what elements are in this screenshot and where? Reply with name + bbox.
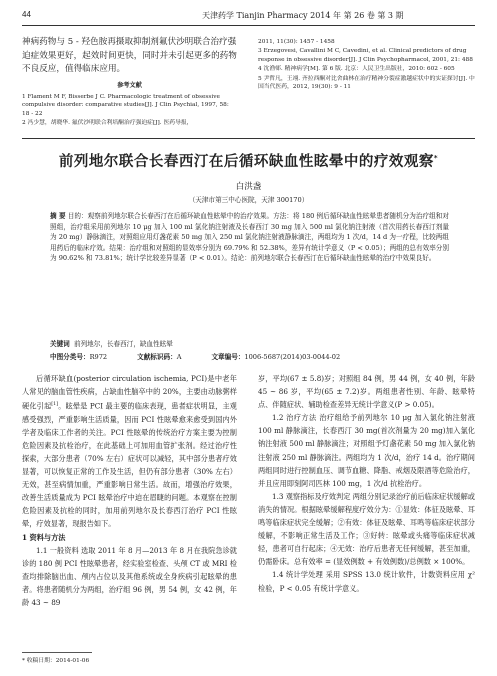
reference-item: 2011, 11(30): 1457 - 1458 [258, 39, 335, 45]
keywords-label: 关键词 [50, 340, 70, 348]
reference-item: 3 Erzegovesi, Cavallini M C, Cavedini, et al. Clinical predictors of drug response in obsessive disorder[J]. J Clin Psychopharmacol, 2001, 21: 488 [258, 48, 473, 63]
doc-code-label: 文献标识码： [137, 353, 177, 361]
section-rule [22, 138, 475, 139]
body-paragraph: 1.3 观察指标及疗效判定 两组分别记录治疗前后临床症状缓解或消失的情况。根据眩晕缓解程度疗效分为：①显效：体征及眩晕、耳鸣等临床症状完全缓解；②有效：体征及眩晕、耳鸣等临床症状部分缓解，不影响正常生活及工作；③好转：眩晕或头痛等临床症状减轻，患者可自行起床；④无效：治疗后患者无任何缓解，甚至加重，仍需卧床。总有效率 = (显效例数 + 有效例数)/总例数 × 100%。 [258, 491, 475, 567]
section-heading: 1 资料与方法 [22, 532, 66, 542]
abstract [50, 211, 449, 264]
top-left-column [22, 36, 237, 128]
top-right-column [258, 38, 475, 92]
header-rule [22, 25, 475, 26]
clc-code: R972 [89, 353, 108, 361]
abstract-label: 摘 要 [50, 212, 66, 220]
article-title: 前列地尔联合长春西汀在后循环缺血性眩晕中的疗效观察* [58, 154, 439, 170]
title-footnote-mark: * [433, 154, 439, 163]
article-author: 白洪盏 [235, 182, 262, 192]
body-paragraph: 1.4 统计学处理 采用 SPSS 13.0 统计软件，计数资料应用 χ² 检验，P < 0.05 有统计学意义。 [258, 570, 475, 593]
intro-paragraph: 后循环缺血(posterior circulation ischemia, PCI)是中老年人常见的脑血管性疾病，占缺血性脑卒中的 20%，主要由动脉粥样硬化引起[1]。眩晕是 PCI 最主要的临床表现，患者症状明显，主观感受强烈，严重影响生活质量，因而 PCI 性眩晕愈来愈受到国内外学者及临床工作者的关注。PCI 性眩晕的传统治疗方案主要为控制危险因素及抗栓治疗，在此基础上可加用血管扩张剂。经过治疗性探索，大部分患者（70% 左右）症状可以减轻，其中部分患者疗效显著，可以恢复正常的工作及生活，但仍有部分患者（30% 左右）无效，甚至病情加重，严重影响日常生活。故而，增强治疗效果，改善生活质量成为 PCI 眩晕治疗中迫在眉睫的问题。本观察在控制危险因素及抗栓的同时，加用前列地尔及长春西汀治疗 PCI 性眩晕，疗效显著，现报告如下。 [22, 374, 237, 529]
classification-line [50, 351, 449, 361]
body-paragraph: 岁，平均(67 ± 5.8)岁；对照组 84 例，男 44 例，女 40 例，年龄 45 ~ 86 岁，平均(65 ± 7.2)岁。两组患者性别、年龄、眩晕特点、伴随症状、辅助检查差异无统计学意义(P > 0.05)。 [258, 374, 475, 410]
reference-item: 1 Flament M F, Bisserbe J C. Pharmacologic treatment of obsessive compulsive disorder: comparative studies[J]. J Clin Psychial, 1997, 58: 18 - 22 [22, 93, 229, 117]
body-paragraph: 1.2 治疗方法 治疗组给予前列地尔 10 μg 加入氯化钠注射液 100 ml 静脉滴注，长春西汀 30 mg(首次剂量为 20 mg)加入氯化钠注射液 500 ml 静脉滴注；对照组予灯盏花素 50 mg 加入氯化钠注射液 250 ml 静脉滴注。两组均为 1 次/d，治疗 14 d。治疗期间两组同时进行控制血压、调节血糖、降脂、戒烟及限酒等危险治疗，并且应用即刻阿司匹林 100 mg，1 次/d 抗栓治疗。 [258, 413, 475, 488]
keywords-text: 前列地尔，长春西汀，缺血性眩晕 [73, 340, 173, 348]
clc-label: 中图分类号： [50, 353, 90, 361]
author-affiliation: （天津市第三中心医院，天津 300170） [188, 196, 309, 204]
previous-article-conclusion: 神病药物与 5 - 羟色胺再摄取抑制剂氟伏沙明联合治疗强迫症效果更好，起效时间更快，同时并未引起更多的药物不良反应，值得临床应用。 [22, 37, 237, 74]
running-header [22, 8, 475, 24]
reference-item: 5 尹哲凡，王翊. 齐拉西酮对比舍曲林在治疗精神分裂症激越症状中的实证探讨[J]. 中国当代医药，2012, 19(30): 9 - 11 [258, 75, 475, 91]
citation-mark: [1] [51, 402, 59, 408]
footnote-rule [22, 652, 92, 653]
footnote: * 收稿日期：2014-01-06 [22, 658, 90, 664]
body-right-column [258, 372, 475, 595]
body-paragraph: 1.1 一般资料 选取 2011 年 8 月—2013 年 8 月在我院急诊就诊的 180 例 PCI 性眩晕患者，经实验室检查、头颅 CT 或 MRI 检查均排除脑出血、颅内占位以及其他系统或全身疾病引起眩晕的患者。将患者随机分为两组，治疗组 96 例，男 54 例，女 42 例，年龄 43 ~ 89 [22, 545, 237, 607]
reference-list-left [22, 93, 237, 128]
reference-item: 2 冯少慧，胡晓华. 氟伏沙明联合利培酮治疗强迫症[J]. 医药导报， [22, 119, 193, 126]
article-id-label: 文章编号： [211, 353, 245, 361]
abstract-text: 目的：观察前列地尔联合长春西汀在后循环缺血性眩晕中的治疗效果。方法：将 180 例后循环缺血性眩晕患者随机分为治疗组和对照组，治疗组采用前列地尔 10 μg 加入 100 ml 氯化钠注射液及长春西汀 30 mg 加入 500 ml 氯化钠注射液（首次用药长春西汀剂量为 20 mg）静脉滴注，对照组应用灯盏花素 50 mg 加入 250 ml 氯化钠注射液静脉滴注，两组均为 1 次/d，14 d 为一疗程，比较两组用药后的临床疗效。结果：治疗组和对照组的显效率分别为 69.79% 和 52.38%，差异有统计学意义（P < 0.05）；两组的总有效率分别为 90.62% 和 73.81%；统计学比较差异显著（P < 0.01）。结论：前列地尔联合长春西汀在后循环缺血性眩晕的治疗中效果良好。 [50, 212, 450, 263]
references-heading: 参考文献 [117, 81, 142, 89]
doc-code: A [176, 353, 182, 361]
journal-header: 天津药学 Tianjin Pharmacy 2014 年 第 26 卷 第 3 期 [202, 11, 404, 20]
keywords [50, 338, 449, 348]
body-left-column [22, 372, 237, 609]
article-id: 1006-5687(2014)03-0044-02 [244, 353, 341, 361]
page-number: 44 [22, 10, 31, 19]
reference-item: 4 沈渔邨. 精神病学[M]. 第 6 版. 北京：人民卫生出版社，2010: 602 - 605 [258, 66, 455, 73]
